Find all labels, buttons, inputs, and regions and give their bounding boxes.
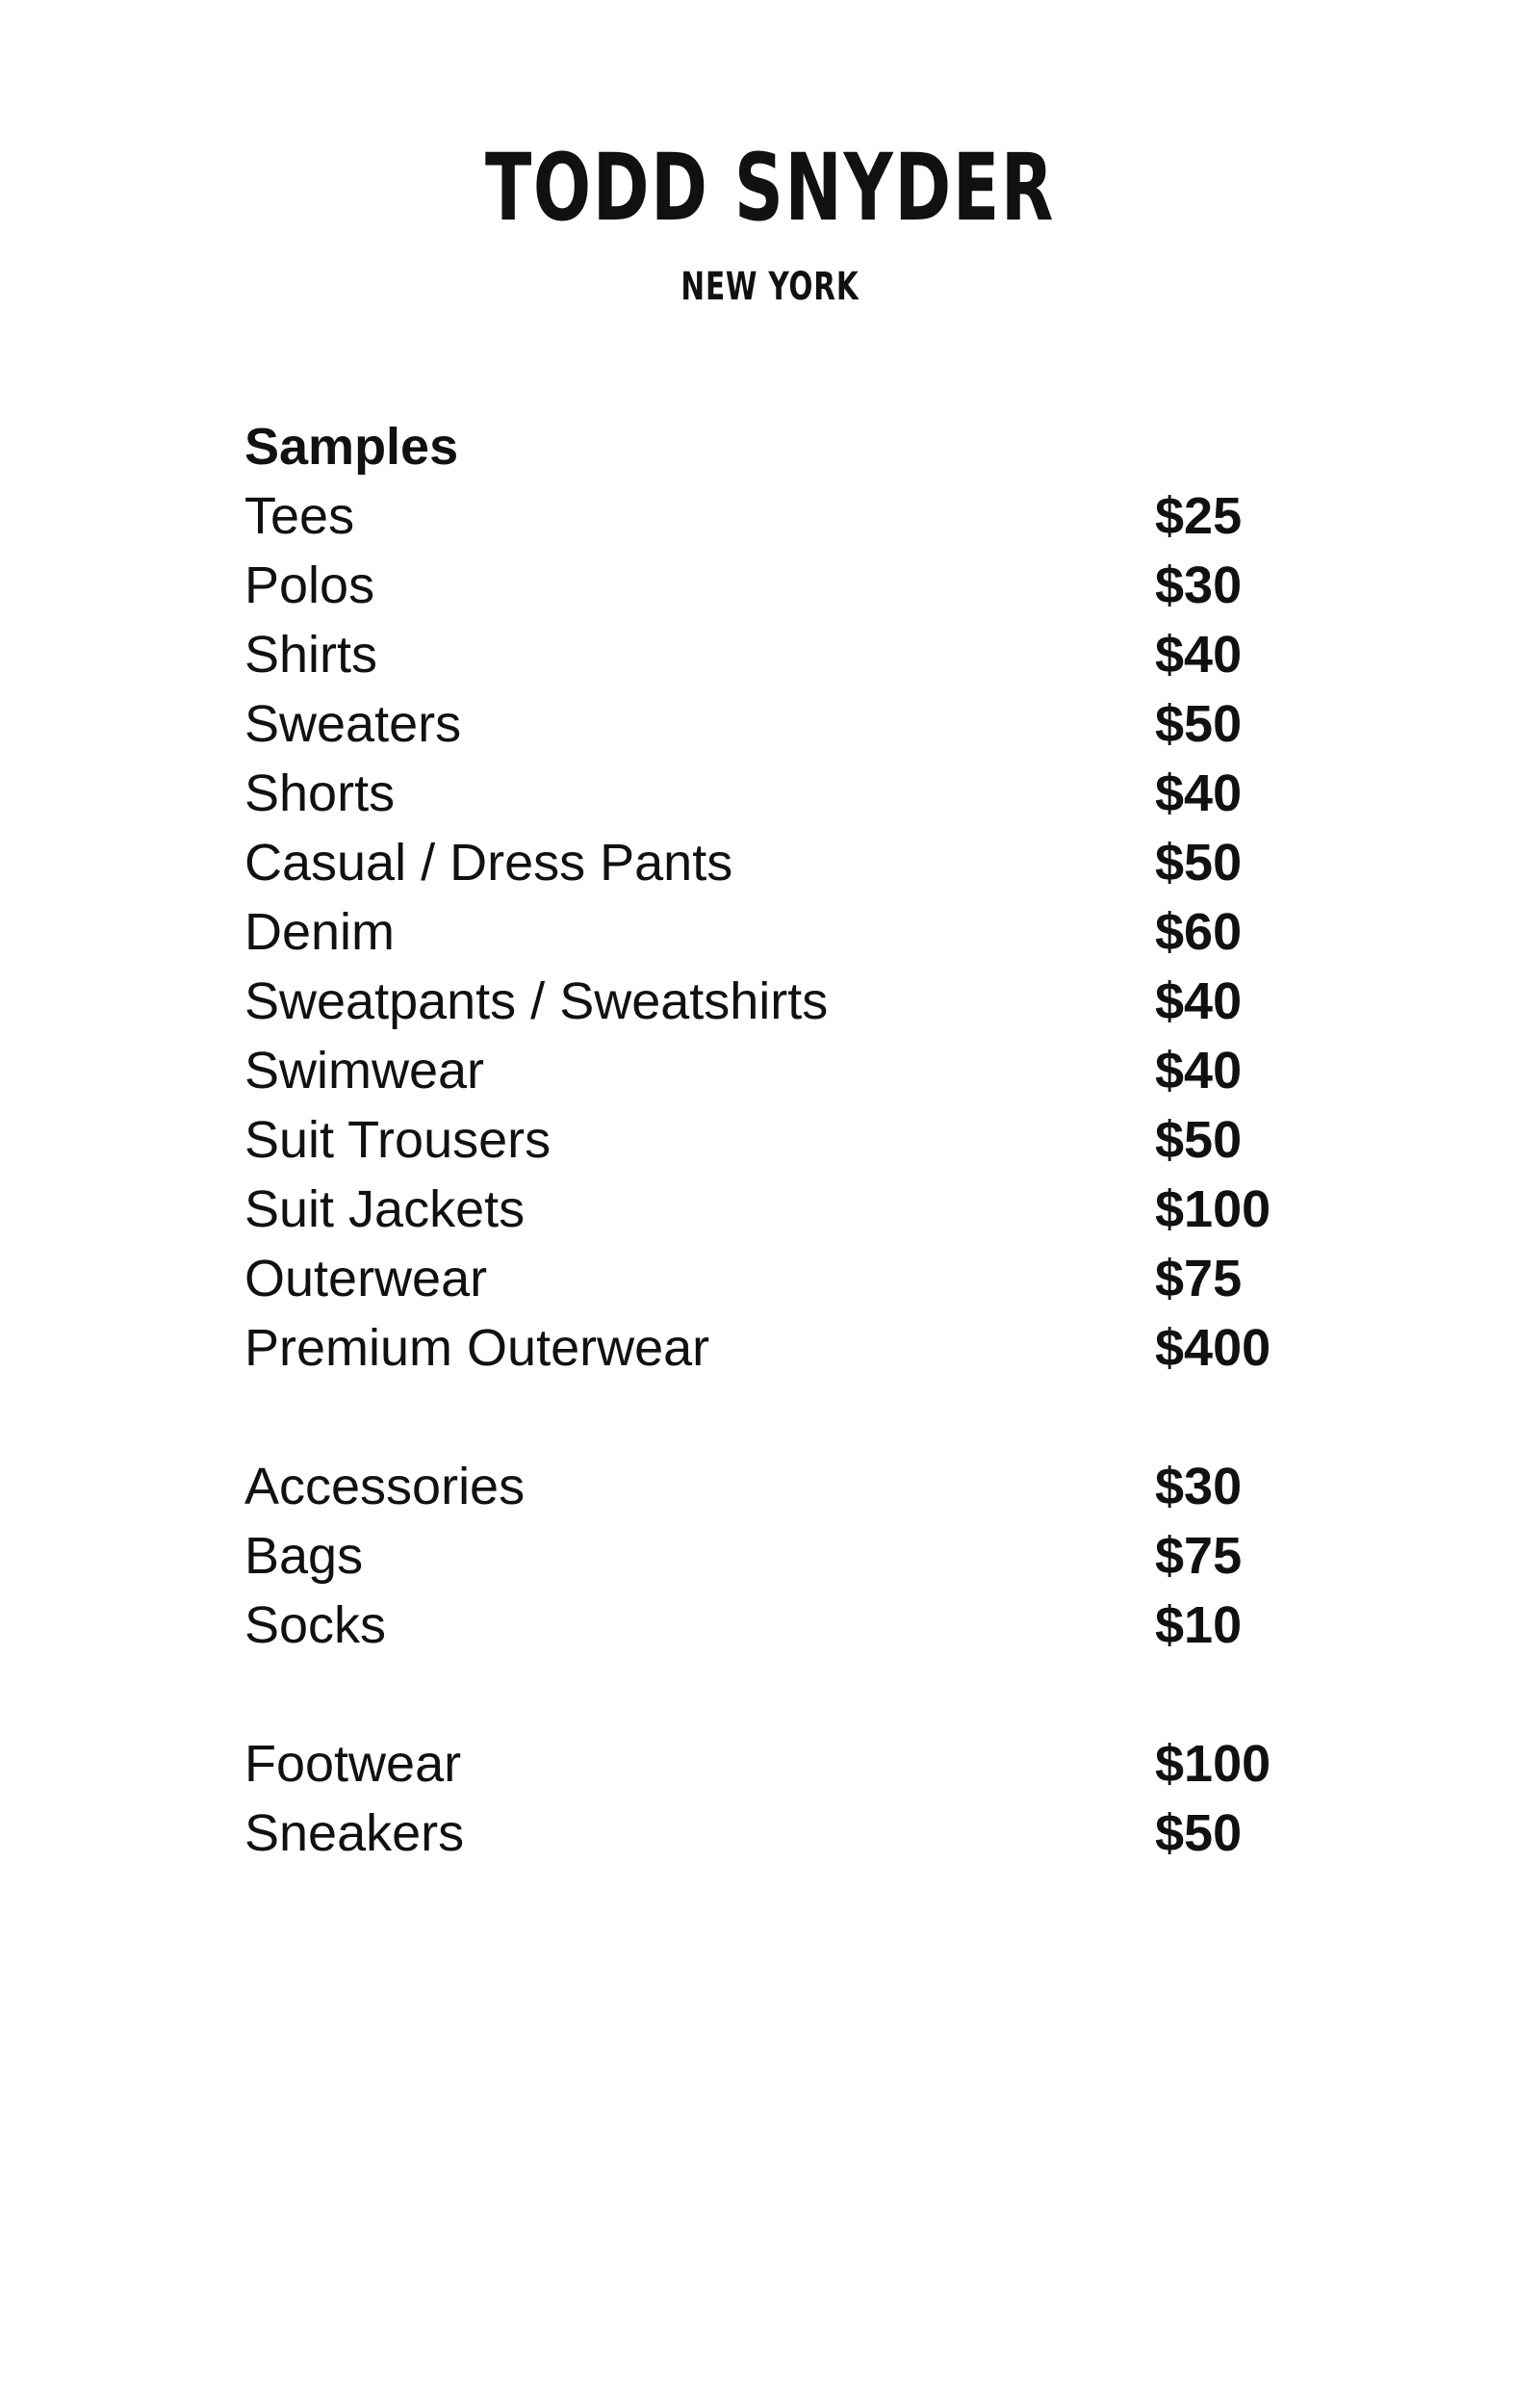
- item-price: $40: [1155, 764, 1243, 822]
- item-name: Outerwear: [244, 1250, 488, 1307]
- price-row: [244, 1244, 1303, 1313]
- item-price: $50: [1155, 1804, 1243, 1862]
- item-name: Shorts: [244, 764, 396, 822]
- item-name: Premium Outerwear: [244, 1319, 710, 1377]
- price-row: [244, 689, 1303, 759]
- item-name: Polos: [244, 556, 375, 614]
- item-name: Footwear: [244, 1735, 462, 1793]
- price-row: [244, 1729, 1303, 1799]
- price-group-accessories: [244, 1452, 1303, 1660]
- item-price: $100: [1155, 1180, 1271, 1238]
- price-group-apparel: [244, 481, 1303, 1383]
- item-name: Denim: [244, 903, 396, 961]
- price-row: [244, 828, 1303, 897]
- item-price: $30: [1155, 1458, 1243, 1515]
- item-price: $40: [1155, 972, 1243, 1030]
- brand-city: NEW YORK: [680, 265, 860, 309]
- price-row: [244, 1521, 1303, 1591]
- item-name: Suit Trousers: [244, 1111, 552, 1169]
- item-name: Tees: [244, 487, 355, 545]
- item-name: Suit Jackets: [244, 1180, 526, 1238]
- brand-name: TODD SNYDER: [484, 134, 1056, 242]
- price-row: [244, 759, 1303, 828]
- section-title: Samples: [244, 418, 459, 476]
- item-price: $50: [1155, 1111, 1243, 1169]
- item-name: Socks: [244, 1596, 387, 1654]
- price-row: [244, 481, 1303, 551]
- item-name: Shirts: [244, 626, 378, 684]
- price-row: [244, 1591, 1303, 1660]
- price-list: [244, 412, 1303, 1868]
- item-name: Sweatpants / Sweatshirts: [244, 972, 829, 1030]
- item-price: $50: [1155, 834, 1243, 892]
- item-price: $10: [1155, 1596, 1243, 1654]
- price-group-footwear: [244, 1729, 1303, 1868]
- item-price: $25: [1155, 487, 1243, 545]
- item-name: Casual / Dress Pants: [244, 834, 733, 892]
- item-price: $40: [1155, 1042, 1243, 1100]
- brand-logo: [0, 135, 1540, 310]
- item-name: Sweaters: [244, 695, 462, 753]
- item-name: Sneakers: [244, 1804, 465, 1862]
- item-price: $30: [1155, 556, 1243, 614]
- item-price: $50: [1155, 695, 1243, 753]
- price-row: [244, 1036, 1303, 1105]
- item-price: $100: [1155, 1735, 1271, 1793]
- item-name: Swimwear: [244, 1042, 485, 1100]
- item-price: $400: [1155, 1319, 1271, 1377]
- item-price: $75: [1155, 1527, 1243, 1585]
- price-row: [244, 1452, 1303, 1521]
- price-row: [244, 620, 1303, 689]
- price-row: [244, 1799, 1303, 1868]
- price-row: [244, 1175, 1303, 1244]
- price-row: [244, 897, 1303, 967]
- item-name: Bags: [244, 1527, 364, 1585]
- item-name: Accessories: [244, 1458, 526, 1515]
- price-row: [244, 1105, 1303, 1175]
- item-price: $75: [1155, 1250, 1243, 1307]
- item-price: $60: [1155, 903, 1243, 961]
- item-price: $40: [1155, 626, 1243, 684]
- price-row: [244, 551, 1303, 620]
- price-row: [244, 1313, 1303, 1383]
- price-row: [244, 967, 1303, 1036]
